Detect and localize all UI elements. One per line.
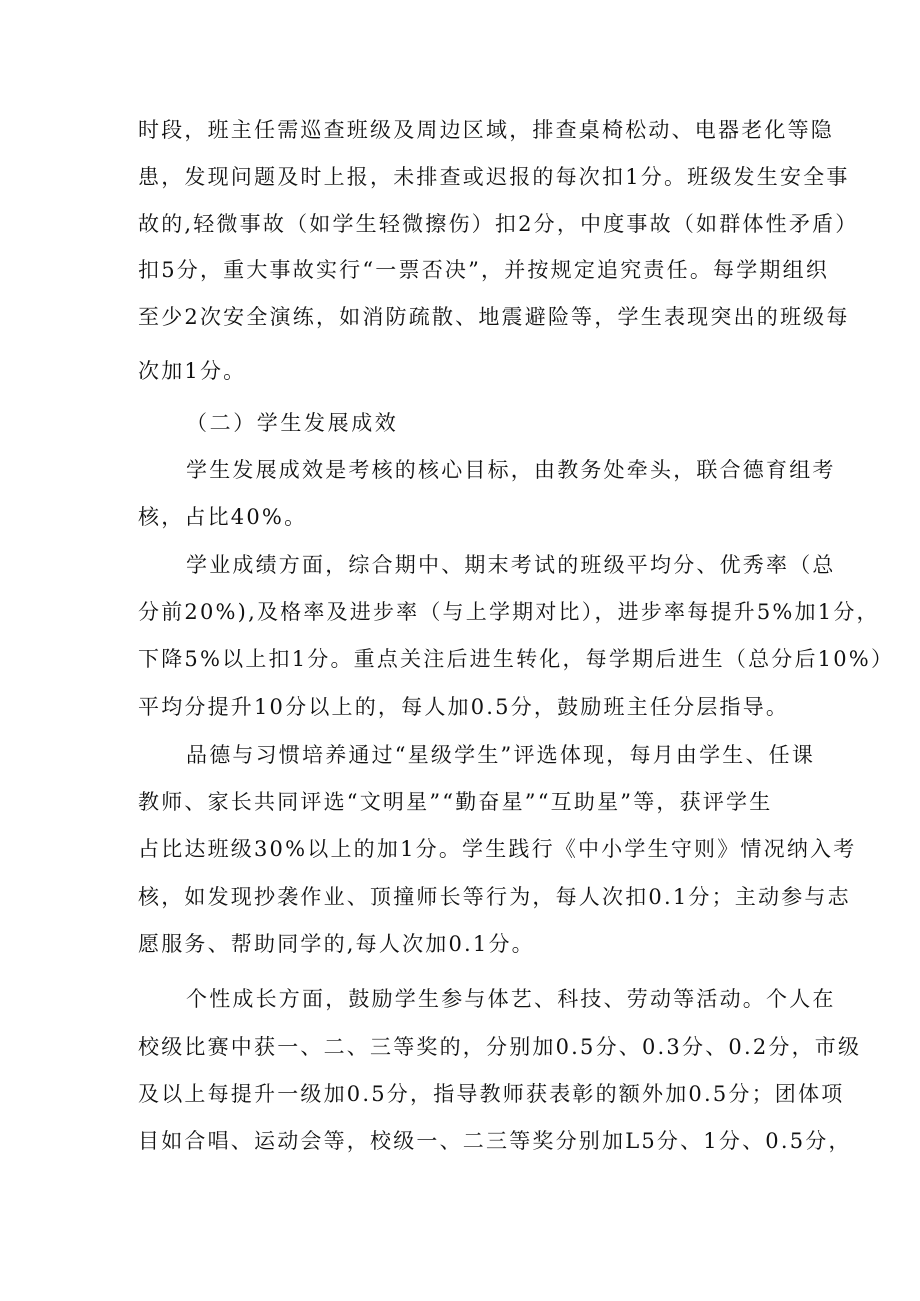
text-line: 校级比赛中获一、二、三等奖的，分别加0.5分、0.3分、0.2分，市级 <box>138 1035 862 1059</box>
text-line: 占比达班级30%以上的加1分。学生践行《中小学生守则》情况纳入考 <box>138 837 857 861</box>
text-line: 下降5%以上扣1分。重点关注后进生转化，每学期后进生（总分后10%） <box>138 647 895 671</box>
text-line: 次加1分。 <box>138 359 247 383</box>
text-line: 时段，班主任需巡查班级及周边区域，排查桌椅松动、电器老化等隐 <box>138 118 834 142</box>
text-line: 学生发展成效是考核的核心目标，由教务处牵头，联合德育组考 <box>186 458 836 482</box>
text-line: 患，发现问题及时上报，未排查或迟报的每次扣1分。班级发生安全事 <box>138 165 850 189</box>
section-heading: （二）学生发展成效 <box>186 411 399 435</box>
text-line: 及以上每提升一级加0.5分，指导教师获表彰的额外加0.5分；团体项 <box>138 1082 845 1106</box>
text-line: 分前20%),及格率及进步率（与上学期对比），进步率每提升5%加1分， <box>138 600 880 624</box>
text-line: 愿服务、帮助同学的,每人次加0.1分。 <box>138 932 535 956</box>
text-line: 核，如发现抄袭作业、顶撞师长等行为，每人次扣0.1分；主动参与志 <box>138 885 851 909</box>
text-line: 教师、家长共同评选“文明星”“勤奋星”“互助星”等，获评学生 <box>138 790 773 814</box>
text-line: 至少2次安全演练，如消防疏散、地震避险等，学生表现突出的班级每 <box>138 305 850 329</box>
text-line: 故的,轻微事故（如学生轻微擦伤）扣2分，中度事故（如群体性矛盾） <box>138 212 859 236</box>
text-line: 个性成长方面，鼓励学生参与体艺、科技、劳动等活动。个人在 <box>186 987 836 1011</box>
text-line: 扣5分，重大事故实行“一票否决”，并按规定追究责任。每学期组织 <box>138 258 830 282</box>
text-line: 平均分提升10分以上的，每人加0.5分，鼓励班主任分层指导。 <box>138 695 790 719</box>
text-line: 核，占比40%。 <box>138 505 308 529</box>
text-line: 学业成绩方面，综合期中、期末考试的班级平均分、优秀率（总 <box>186 553 836 577</box>
text-line: 品德与习惯培养通过“星级学生”评选体现，每月由学生、任课 <box>186 743 816 767</box>
text-line: 目如合唱、运动会等，校级一、二三等奖分别加L5分、1分、0.5分， <box>138 1129 852 1153</box>
